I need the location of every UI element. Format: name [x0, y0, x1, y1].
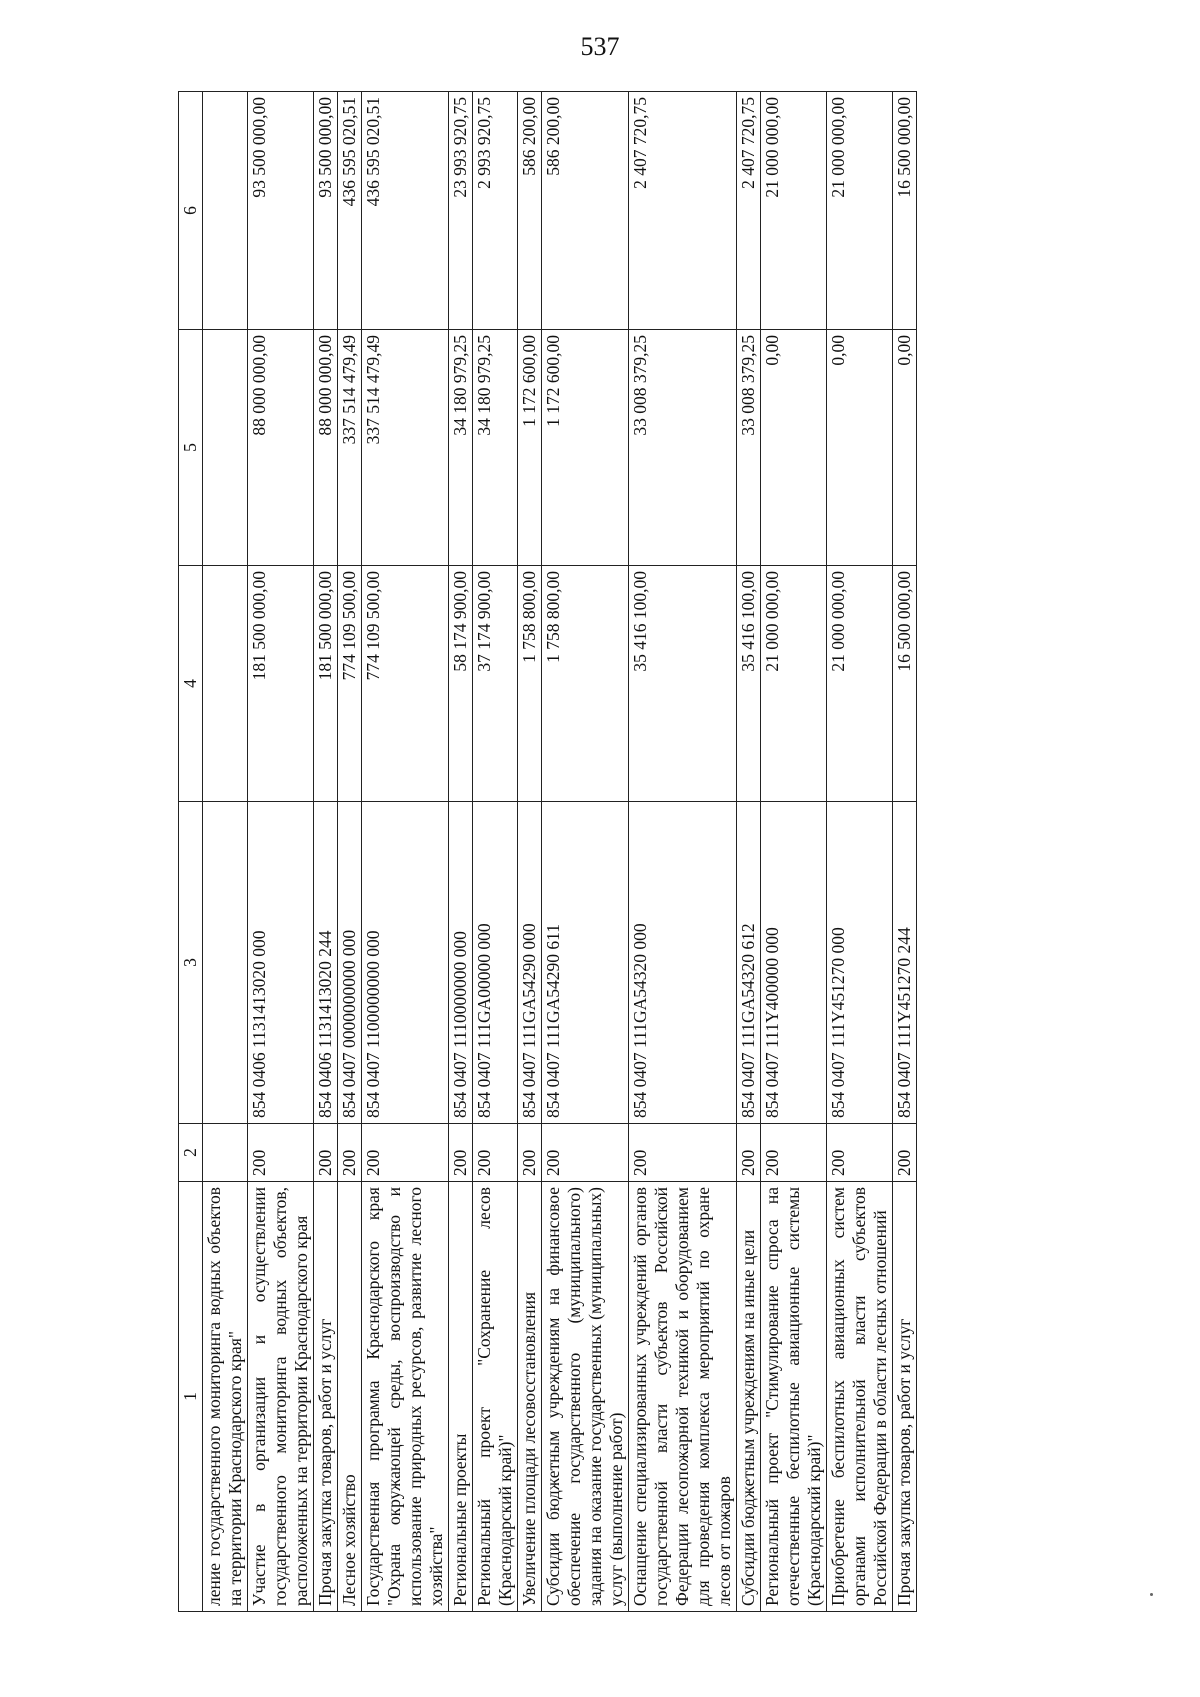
budget-table [178, 91, 917, 1612]
rotated-table-container [178, 92, 1086, 1612]
table-row [473, 92, 518, 1612]
amount-col4-cell: 16 500 000,00 [893, 566, 917, 802]
amount-col6-cell: 21 000 000,00 [761, 92, 827, 330]
budget-code-cell [203, 802, 248, 1124]
code-200-cell: 200 [542, 1124, 629, 1182]
table-row [314, 92, 338, 1612]
table-row [248, 92, 314, 1612]
code-200-cell: 200 [827, 1124, 893, 1182]
amount-col6-cell: 2 993 920,75 [473, 92, 518, 330]
amount-col4-cell: 1 758 800,00 [518, 566, 542, 802]
budget-code-cell: 854 0407 111Y400000 000 [761, 802, 827, 1124]
amount-col5-cell: 0,00 [761, 330, 827, 566]
item-name-cell: Субсидии бюджетным учреждениям на иные цели [737, 1182, 761, 1612]
header-cell: 5 [179, 330, 203, 566]
code-200-cell: 200 [629, 1124, 737, 1182]
amount-col6-cell: 436 595 020,51 [362, 92, 449, 330]
budget-code-cell: 854 0407 0000000000 000 [338, 802, 362, 1124]
table-row [203, 92, 248, 1612]
amount-col5-cell: 0,00 [827, 330, 893, 566]
amount-col4-cell [203, 566, 248, 802]
budget-code-cell: 854 0407 1110000000 000 [449, 802, 473, 1124]
amount-col4-cell: 181 500 000,00 [314, 566, 338, 802]
header-cell: 3 [179, 802, 203, 1124]
budget-code-cell: 854 0406 1131413020 000 [248, 802, 314, 1124]
item-name-cell: Субсидии бюджетным учреждениям на финансовое обеспечение государственного (муниципального) задания на оказание государственных (муниципальных) услуг (выполнение работ) [542, 1182, 629, 1612]
amount-col6-cell: 93 500 000,00 [314, 92, 338, 330]
amount-col4-cell: 181 500 000,00 [248, 566, 314, 802]
amount-col6-cell: 16 500 000,00 [893, 92, 917, 330]
budget-code-cell: 854 0407 111Y451270 244 [893, 802, 917, 1124]
amount-col4-cell: 1 758 800,00 [542, 566, 629, 802]
amount-col6-cell: 2 407 720,75 [737, 92, 761, 330]
amount-col6-cell: 93 500 000,00 [248, 92, 314, 330]
code-200-cell: 200 [737, 1124, 761, 1182]
code-200-cell: 200 [338, 1124, 362, 1182]
amount-col4-cell: 35 416 100,00 [737, 566, 761, 802]
code-200-cell: 200 [449, 1124, 473, 1182]
item-name-cell: ление государственного мониторинга водных объектов на территории Краснодарского края" [203, 1182, 248, 1612]
header-cell: 2 [179, 1124, 203, 1182]
table-row [449, 92, 473, 1612]
item-name-cell: Увеличение площади лесовосстановления [518, 1182, 542, 1612]
table-row [542, 92, 629, 1612]
code-200-cell: 200 [518, 1124, 542, 1182]
table-row [761, 92, 827, 1612]
budget-code-cell: 854 0407 1100000000 000 [362, 802, 449, 1124]
code-200-cell: 200 [893, 1124, 917, 1182]
header-cell: 4 [179, 566, 203, 802]
item-name-cell: Прочая закупка товаров, работ и услуг [893, 1182, 917, 1612]
table-row [827, 92, 893, 1612]
amount-col4-cell: 21 000 000,00 [761, 566, 827, 802]
amount-col6-cell: 586 200,00 [542, 92, 629, 330]
code-200-cell: 200 [362, 1124, 449, 1182]
amount-col5-cell: 34 180 979,25 [473, 330, 518, 566]
item-name-cell: Региональный проект "Стимулирование спроса на отечественные беспилотные авиационные системы (Краснодарский край)" [761, 1182, 827, 1612]
amount-col5-cell: 337 514 479,49 [338, 330, 362, 566]
amount-col6-cell [203, 92, 248, 330]
budget-code-cell: 854 0407 111GA00000 000 [473, 802, 518, 1124]
amount-col6-cell: 21 000 000,00 [827, 92, 893, 330]
budget-code-cell: 854 0407 111GA54320 000 [629, 802, 737, 1124]
amount-col4-cell: 35 416 100,00 [629, 566, 737, 802]
amount-col4-cell: 774 109 500,00 [338, 566, 362, 802]
amount-col4-cell: 58 174 900,00 [449, 566, 473, 802]
item-name-cell: Приобретение беспилотных авиационных систем органами исполнительной власти субъектов Российской Федерации в области лесных отношений [827, 1182, 893, 1612]
budget-code-cell: 854 0407 111GA54320 612 [737, 802, 761, 1124]
page-number: 537 [580, 32, 620, 61]
header-cell: 6 [179, 92, 203, 330]
amount-col6-cell: 23 993 920,75 [449, 92, 473, 330]
amount-col4-cell: 21 000 000,00 [827, 566, 893, 802]
budget-code-cell: 854 0406 1131413020 244 [314, 802, 338, 1124]
item-name-cell: Лесное хозяйство [338, 1182, 362, 1612]
amount-col5-cell: 34 180 979,25 [449, 330, 473, 566]
item-name-cell: Государственная программа Краснодарского края "Охрана окружающей среды, воспроизводство и использование природных ресурсов, развитие лесного хозяйства" [362, 1182, 449, 1612]
code-200-cell: 200 [761, 1124, 827, 1182]
code-200-cell: 200 [314, 1124, 338, 1182]
item-name-cell: Участие в организации и осуществлении государственного мониторинга водных объектов, расположенных на территории Краснодарского края [248, 1182, 314, 1612]
amount-col5-cell: 1 172 600,00 [518, 330, 542, 566]
budget-code-cell: 854 0407 111Y451270 000 [827, 802, 893, 1124]
amount-col5-cell: 88 000 000,00 [248, 330, 314, 566]
amount-col5-cell [203, 330, 248, 566]
amount-col5-cell: 33 008 379,25 [737, 330, 761, 566]
item-name-cell: Региональный проект "Сохранение лесов (Краснодарский край)" [473, 1182, 518, 1612]
item-name-cell: Оснащение специализированных учреждений органов государственной власти субъектов Российской Федерации лесопожарной техникой и оборудованием для проведения комплекса мероприятий по охране лесов от пожаров [629, 1182, 737, 1612]
amount-col5-cell: 0,00 [893, 330, 917, 566]
header-cell: 1 [179, 1182, 203, 1612]
item-name-cell: Региональные проекты [449, 1182, 473, 1612]
budget-code-cell: 854 0407 111GA54290 611 [542, 802, 629, 1124]
amount-col5-cell: 88 000 000,00 [314, 330, 338, 566]
amount-col5-cell: 337 514 479,49 [362, 330, 449, 566]
header-row [179, 92, 203, 1612]
code-200-cell: 200 [248, 1124, 314, 1182]
table-row [362, 92, 449, 1612]
code-200-cell: 200 [473, 1124, 518, 1182]
amount-col5-cell: 1 172 600,00 [542, 330, 629, 566]
table-row [737, 92, 761, 1612]
table-row [893, 92, 917, 1612]
item-name-cell: Прочая закупка товаров, работ и услуг [314, 1182, 338, 1612]
amount-col6-cell: 436 595 020,51 [338, 92, 362, 330]
table-row [518, 92, 542, 1612]
amount-col4-cell: 774 109 500,00 [362, 566, 449, 802]
budget-code-cell: 854 0407 111GA54290 000 [518, 802, 542, 1124]
amount-col5-cell: 33 008 379,25 [629, 330, 737, 566]
amount-col6-cell: 2 407 720,75 [629, 92, 737, 330]
scan-speck [1150, 1593, 1153, 1596]
amount-col4-cell: 37 174 900,00 [473, 566, 518, 802]
code-200-cell [203, 1124, 248, 1182]
table-row [338, 92, 362, 1612]
amount-col6-cell: 586 200,00 [518, 92, 542, 330]
table-row [629, 92, 737, 1612]
